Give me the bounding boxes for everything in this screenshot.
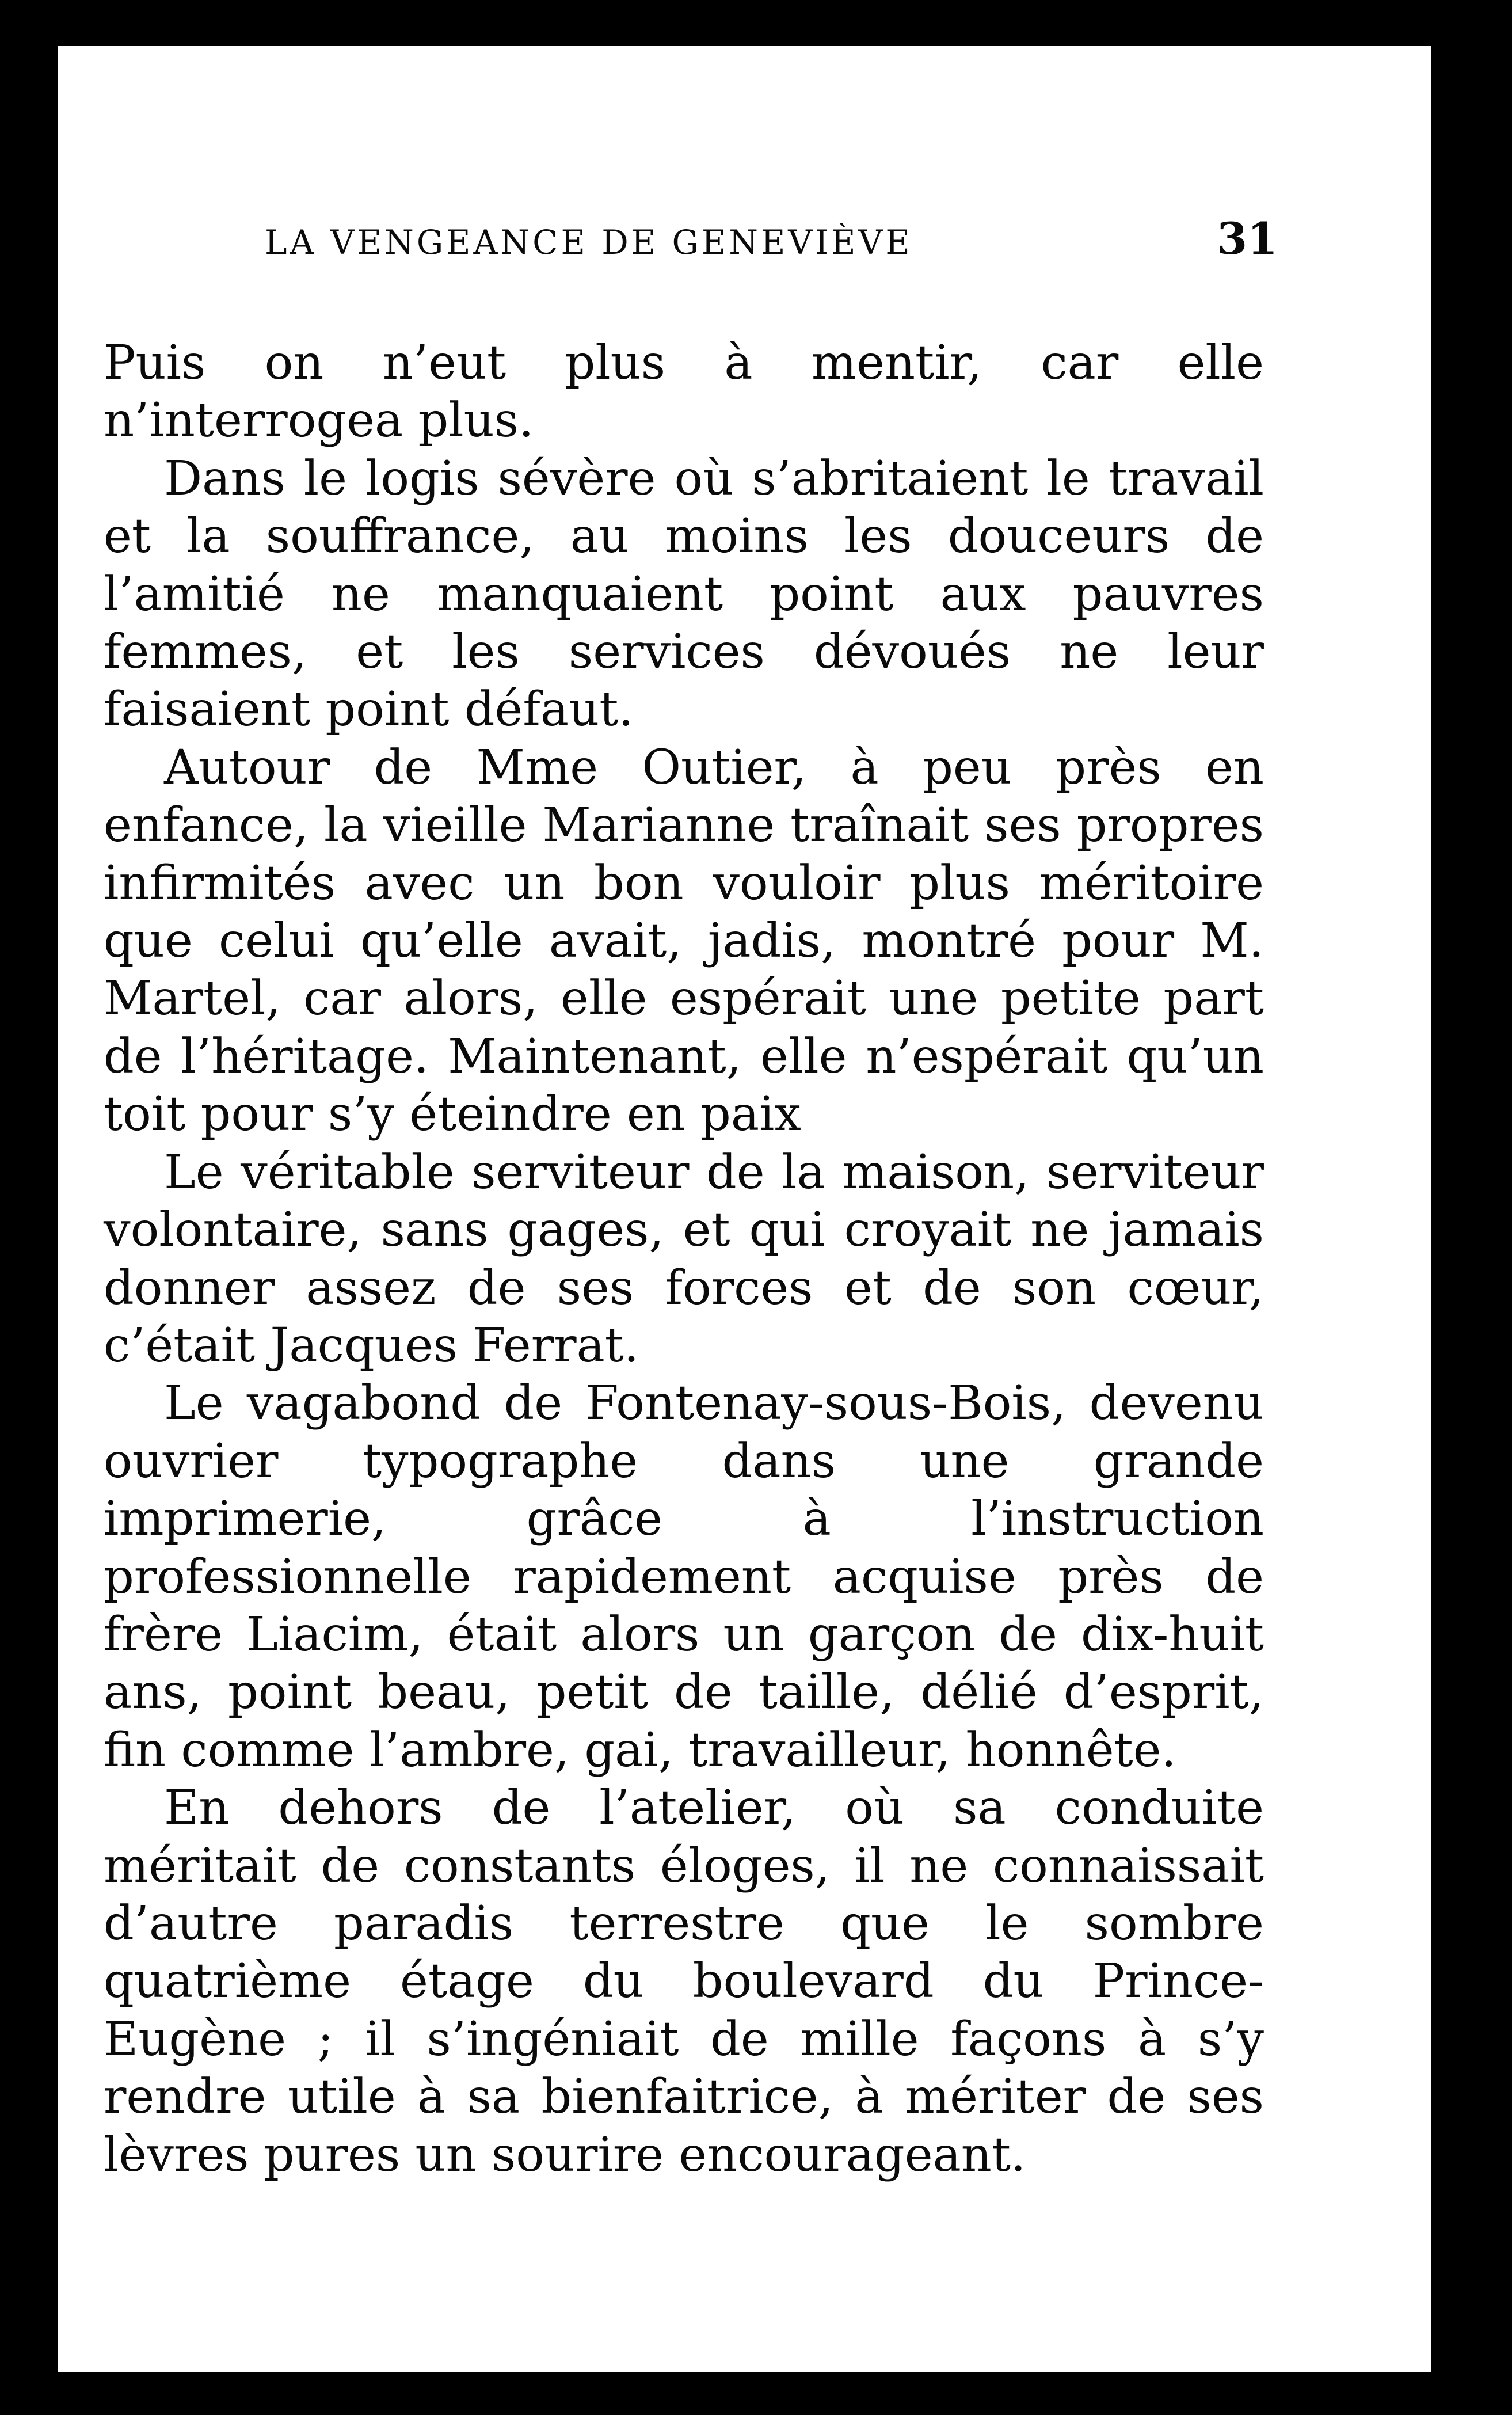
paragraph-1: Puis on n’eut plus à mentir, car elle n’interrogea plus.: [104, 335, 1264, 448]
paragraph-3: Autour de Mme Outier, à peu près en enfance, la vieille Marianne traînait ses propres infirmités avec un bon vouloir plus méritoire que celui qu’elle avait, jadis, montré pour M. Martel, car alors, elle espérait une petite part de l’héritage. Maintenant, elle n’espérait qu’un toit pour s’y éteindre en paix: [104, 739, 1264, 1142]
paragraph-5: Le vagabond de Fontenay-sous-Bois, devenu ouvrier typographe dans une grande imprimerie, grâce à l’instruction professionnelle rapidement acquise près de frère Liacim, était alors un garçon de dix-huit ans, point beau, petit de taille, délié d’esprit, fin comme l’ambre, gai, travailleur, honnête.: [104, 1375, 1264, 1778]
paragraph-6: En dehors de l’atelier, où sa conduite méritait de constants éloges, il ne connaissait d’autre paradis terrestre que le sombre quatrième étage du boulevard du Prince-Eugène ; il s’ingéniait de mille façons à s’y rendre utile à sa bienfaitrice, à mériter de ses lèvres pures un sourire encourageant.: [104, 1780, 1264, 2182]
body-text: [104, 334, 1264, 2184]
paragraph-2: Dans le logis sévère où s’abritaient le travail et la souffrance, au moins les douceurs de l’amitié ne manquaient point aux pauvres femmes, et les services dévoués ne leur faisaient point défaut.: [104, 450, 1264, 737]
running-header: [265, 213, 1278, 264]
book-page: [58, 46, 1431, 2372]
page-number: 31: [1217, 213, 1278, 264]
paragraph-4: Le véritable serviteur de la maison, serviteur volontaire, sans gages, et qui croyait ne jamais donner assez de ses forces et de son cœur, c’était Jacques Ferrat.: [104, 1144, 1264, 1373]
running-title: LA VENGEANCE DE GENEVIÈVE: [265, 223, 913, 262]
